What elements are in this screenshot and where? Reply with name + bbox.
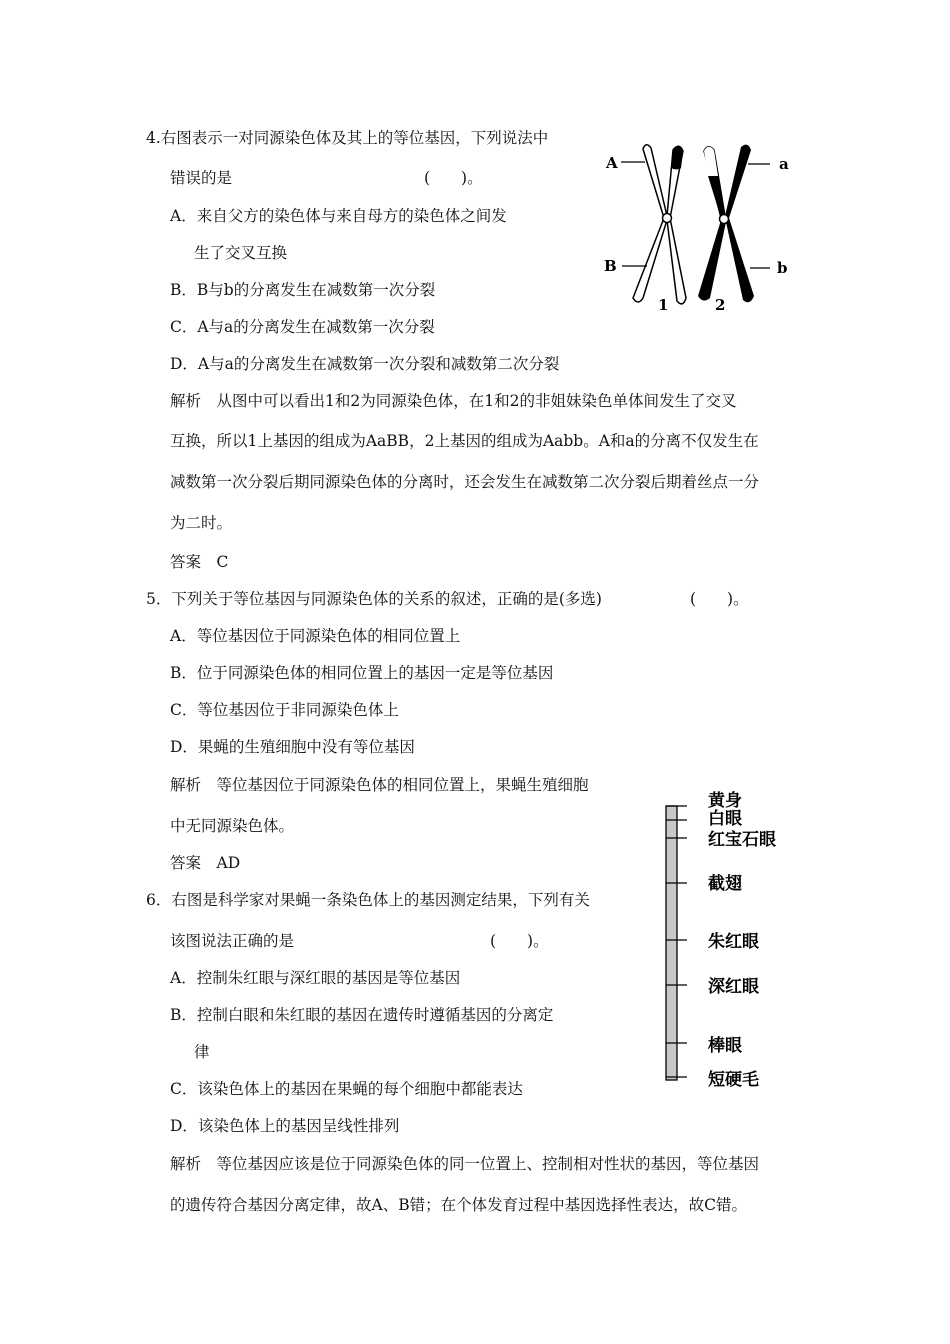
gene-label-B: B: [604, 257, 617, 275]
chromosome-number-2: 2: [715, 296, 726, 314]
q6-option-d: D．该染色体上的基因呈线性排列: [170, 1117, 400, 1135]
q6-answer-paren: ( )。: [490, 932, 549, 950]
q6-analysis-line1: 解析 等位基因应该是位于同源染色体的同一位置上、控制相对性状的基因，等位基因: [170, 1155, 760, 1173]
gene-label: 短硬毛: [708, 1070, 759, 1090]
q6-stem-line2: 该图说法正确的是: [170, 932, 295, 950]
q4-option-a-line1: A．来自父方的染色体与来自母方的染色体之间发: [170, 207, 507, 225]
q5-stem: 5．下列关于等位基因与同源染色体的关系的叙述，正确的是(多选): [146, 590, 602, 608]
chromosome-number-1: 1: [658, 296, 669, 314]
q5-analysis-line1: 解析 等位基因位于同源染色体的相同位置上，果蝇生殖细胞: [170, 776, 589, 794]
gene-label-a: a: [779, 155, 789, 173]
gene-label: 白眼: [708, 809, 742, 829]
gene-label: 深红眼: [708, 977, 759, 997]
q4-analysis-line3: 减数第一次分裂后期同源染色体的分离时，还会发生在减数第二次分裂后期着丝点一分: [170, 473, 760, 491]
q4-option-d: D．A与a的分离发生在减数第一次分裂和减数第二次分裂: [170, 355, 560, 373]
q5-option-b: B．位于同源染色体的相同位置上的基因一定是等位基因: [170, 664, 554, 682]
q6-analysis-line2: 的遗传符合基因分离定律，故A、B错；在个体发育过程中基因选择性表达，故C错。: [170, 1196, 747, 1214]
fruit-fly-gene-map: [660, 785, 795, 1090]
q6-option-b-line2: 律: [194, 1043, 210, 1061]
q4-option-c: C．A与a的分离发生在减数第一次分裂: [170, 318, 435, 336]
q4-option-b: B．B与b的分离发生在减数第一次分裂: [170, 281, 436, 299]
gene-label: 红宝石眼: [708, 830, 776, 850]
q4-analysis-line4: 为二时。: [170, 514, 233, 532]
gene-label-A: A: [606, 154, 618, 172]
q5-option-c: C．等位基因位于非同源染色体上: [170, 701, 399, 719]
q6-option-a: A．控制朱红眼与深红眼的基因是等位基因: [170, 969, 461, 987]
gene-label: 截翅: [708, 874, 742, 894]
chromosome-1: [633, 145, 686, 304]
gene-label: 棒眼: [708, 1036, 742, 1056]
q5-answer-paren: ( )。: [690, 590, 749, 608]
q6-option-b-line1: B．控制白眼和朱红眼的基因在遗传时遵循基因的分离定: [170, 1006, 554, 1024]
chromosome-bar: [666, 806, 677, 1080]
q4-option-a-line2: 生了交叉互换: [194, 244, 288, 262]
q6-stem-line1: 6．右图是科学家对果蝇一条染色体上的基因测定结果，下列有关: [146, 891, 590, 909]
q5-option-d: D．果蝇的生殖细胞中没有等位基因: [170, 738, 415, 756]
q5-option-a: A．等位基因位于同源染色体的相同位置上: [170, 627, 461, 645]
q4-stem-line2: 错误的是: [170, 169, 233, 187]
q4-analysis-line2: 互换，所以1上基因的组成为AaBB，2上基因的组成为Aabb。A和a的分离不仅发生在: [170, 432, 759, 450]
gene-label-b: b: [777, 259, 788, 277]
chromosome-2: [698, 145, 754, 303]
q5-analysis-line2: 中无同源染色体。: [170, 817, 295, 835]
q4-analysis-line1: 解析 从图中可以看出1和2为同源染色体，在1和2的非姐妹染色单体间发生了交叉: [170, 392, 737, 410]
q5-answer: 答案 AD: [170, 854, 241, 872]
gene-label: 黄身: [708, 791, 742, 811]
q4-answer: 答案 C: [170, 553, 229, 571]
q6-option-c: C．该染色体上的基因在果蝇的每个细胞中都能表达: [170, 1080, 523, 1098]
homologous-chromosomes-figure: [598, 138, 808, 316]
gene-label: 朱红眼: [708, 932, 759, 952]
q4-answer-paren: ( )。: [424, 169, 483, 187]
q4-stem-line1: 4.右图表示一对同源染色体及其上的等位基因，下列说法中: [146, 129, 549, 147]
